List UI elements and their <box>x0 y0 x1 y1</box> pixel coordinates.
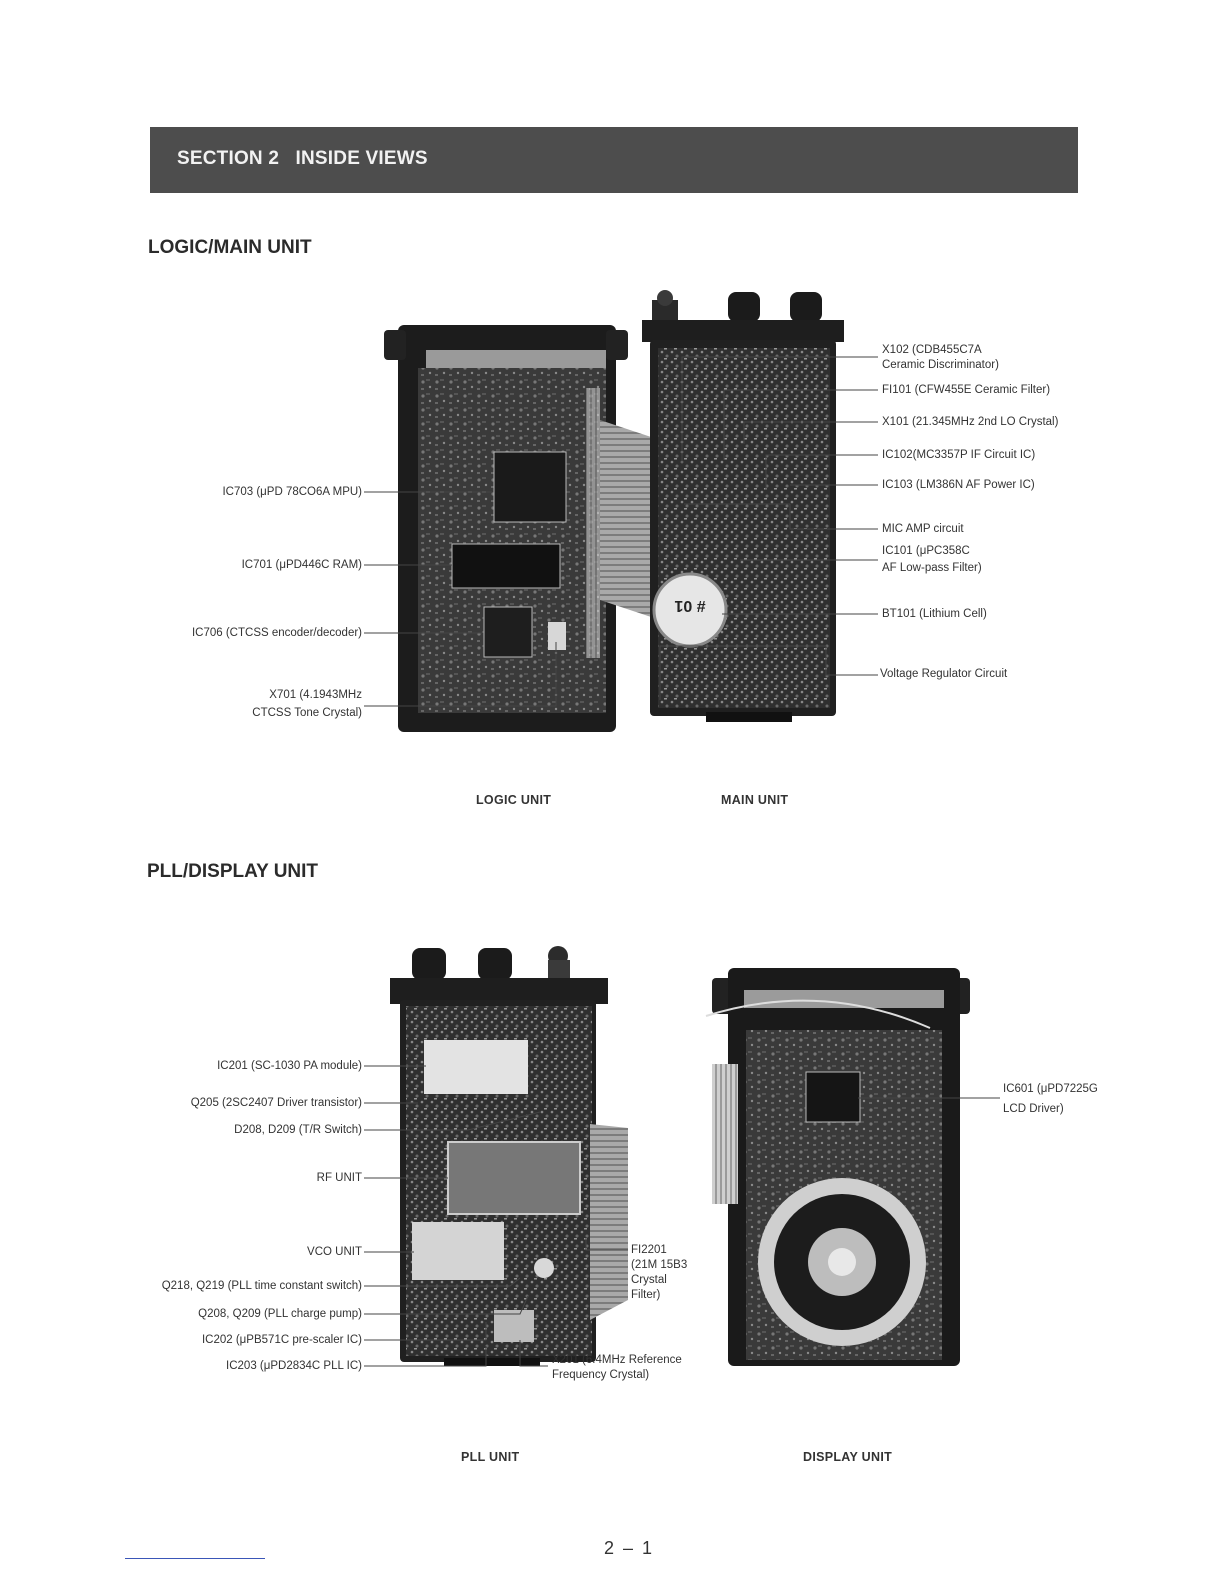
label-fi2201-line2: (21M 15B3 <box>631 1259 688 1271</box>
label-ic706: IC706 (CTCSS encoder/decoder) <box>191 627 362 639</box>
label-ic203: IC203 (μPD2834C PLL IC) <box>226 1360 362 1372</box>
label-fi2201-line1: FI2201 <box>631 1244 667 1256</box>
label-ic703: IC703 (μPD 78CO6A MPU) <box>222 486 362 498</box>
label-x701-line1: X701 (4.1943MHz <box>269 689 362 701</box>
footer-rule <box>125 1558 265 1559</box>
label-x701-line2: CTCSS Tone Crystal) <box>252 707 362 719</box>
label-q205: Q205 (2SC2407 Driver transistor) <box>190 1097 362 1109</box>
label-x101: X101 (21.345MHz 2nd LO Crystal) <box>882 416 1059 428</box>
label-ic601-line1: IC601 (μPD7225G <box>1003 1083 1098 1095</box>
label-ic601-line2: LCD Driver) <box>1003 1103 1064 1115</box>
label-x201-line2: Frequency Crystal) <box>552 1369 650 1381</box>
label-x201-line1: X201 (6.4MHz Reference <box>552 1354 682 1366</box>
logic-unit-photo <box>384 325 628 732</box>
label-fi2201-line4: Filter) <box>631 1289 661 1301</box>
pll-unit-photo <box>390 946 628 1366</box>
page-number: 2 – 1 <box>604 1538 655 1558</box>
section-title: SECTION 2 INSIDE VIEWS <box>177 148 428 169</box>
label-ic202: IC202 (μPB571C pre-scaler IC) <box>201 1334 362 1346</box>
label-voltage-regulator: Voltage Regulator Circuit <box>880 668 1008 680</box>
label-vco-unit: VCO UNIT <box>307 1246 362 1258</box>
label-ic201: IC201 (SC-1030 PA module) <box>217 1060 362 1072</box>
label-ic101-line2: AF Low-pass Filter) <box>882 562 982 574</box>
label-ic701: IC701 (μPD446C RAM) <box>241 559 362 571</box>
label-ic103: IC103 (LM386N AF Power IC) <box>882 479 1035 491</box>
main-unit-caption: MAIN UNIT <box>721 793 789 807</box>
label-q218-q219: Q218, Q219 (PLL time constant switch) <box>161 1280 362 1292</box>
label-mic-amp: MIC AMP circuit <box>882 523 964 535</box>
logic-unit-caption: LOGIC UNIT <box>476 793 552 807</box>
label-rf-unit: RF UNIT <box>316 1172 362 1184</box>
pll-display-heading: PLL/DISPLAY UNIT <box>147 861 319 882</box>
label-x102-line2: Ceramic Discriminator) <box>882 359 999 371</box>
label-fi2201-line3: Crystal <box>631 1274 667 1286</box>
label-ic101-line1: IC101 (μPC358C <box>882 545 970 557</box>
logic-main-heading: LOGIC/MAIN UNIT <box>148 237 312 258</box>
display-unit-photo <box>706 968 970 1366</box>
pll-unit-caption: PLL UNIT <box>461 1450 520 1464</box>
display-unit-caption: DISPLAY UNIT <box>803 1450 893 1464</box>
label-fi101: FI101 (CFW455E Ceramic Filter) <box>882 384 1051 396</box>
label-q208-q209: Q208, Q209 (PLL charge pump) <box>198 1308 362 1320</box>
label-bt101: BT101 (Lithium Cell) <box>882 608 987 620</box>
label-ic102: IC102(MC3357P IF Circuit IC) <box>882 449 1036 461</box>
main-unit-photo <box>642 290 844 722</box>
battery-label: # 01 <box>674 597 706 614</box>
label-x102-line1: X102 (CDB455C7A <box>882 344 982 356</box>
label-d208-d209: D208, D209 (T/R Switch) <box>234 1124 362 1136</box>
